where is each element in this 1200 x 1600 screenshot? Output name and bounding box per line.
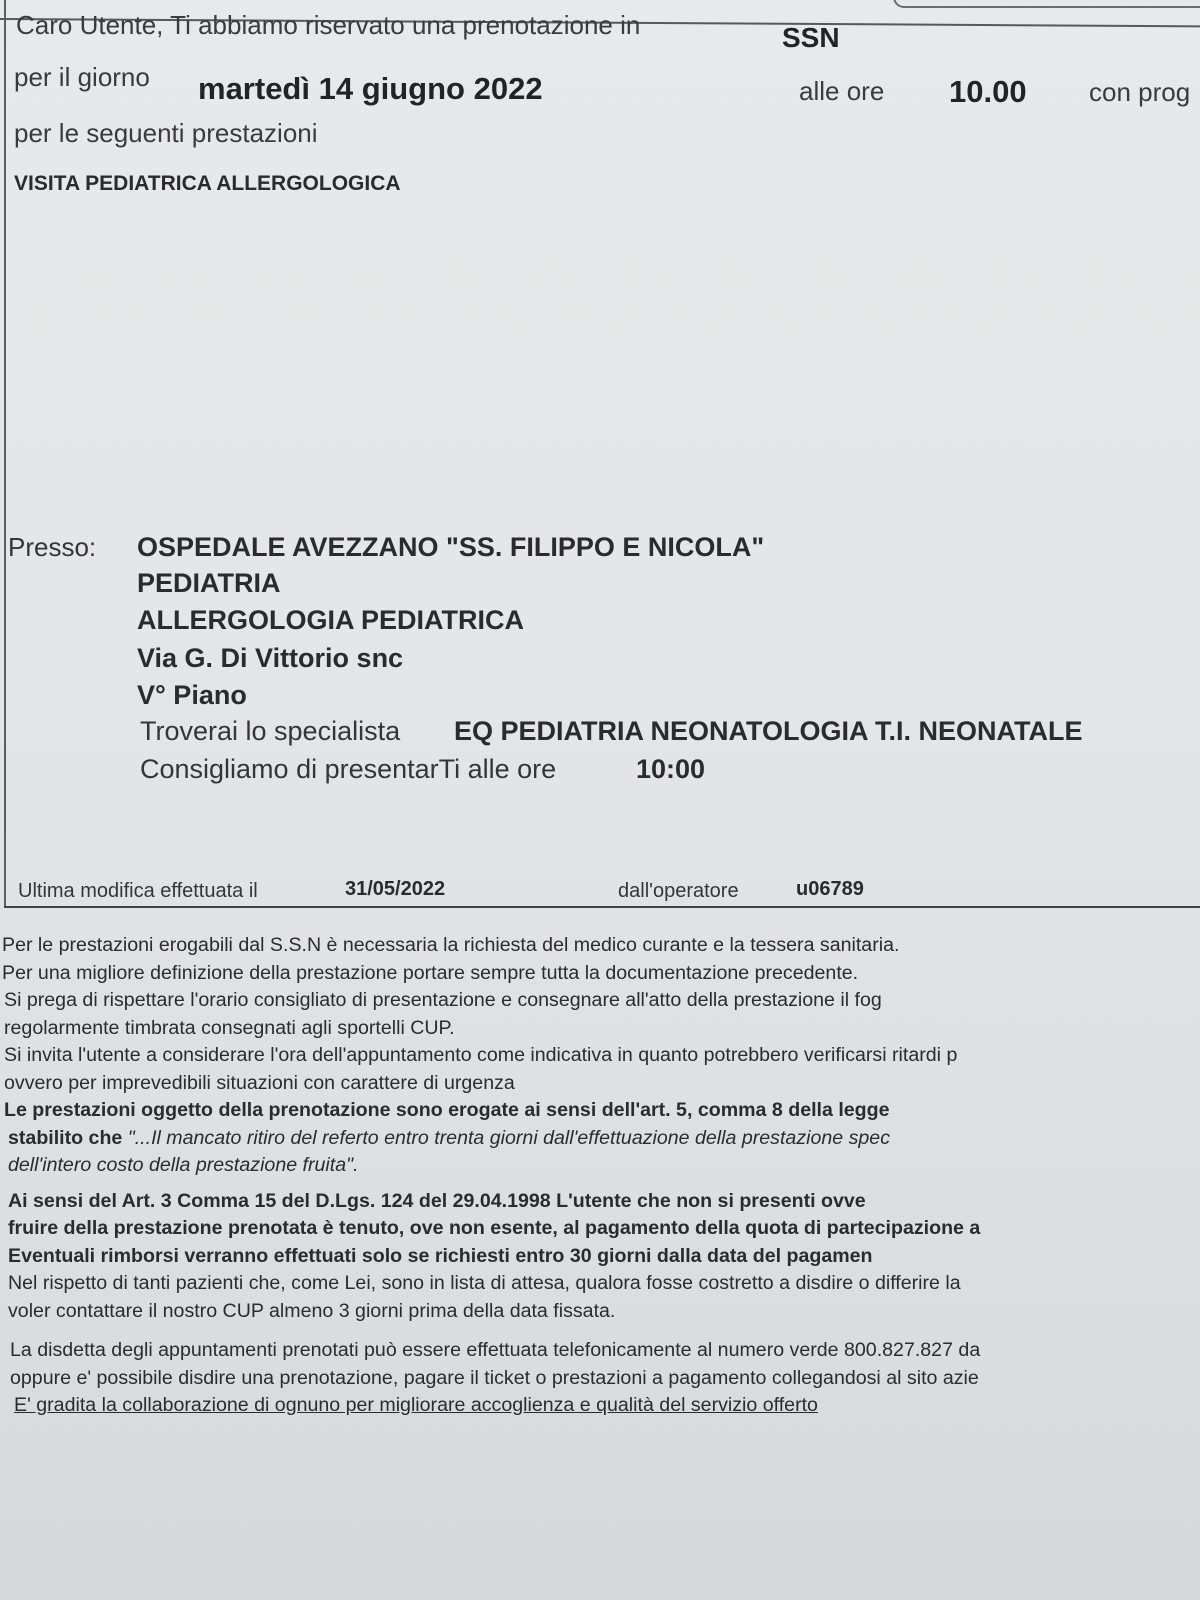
note-italic-part: "...Il mancato ritiro del referto entro trenta giorni dall'effettuazione della prestazione spec (127, 1126, 890, 1149)
note-line: Si prega di rispettare l'orario consigliato di presentazione e consegnare all'atto della prestazione il fog (4, 989, 882, 1011)
appointment-date: martedì 14 giugno 2022 (198, 71, 543, 106)
note-line: dell'intero costo della prestazione fruita". (8, 1154, 359, 1176)
arrival-time: 10:00 (636, 754, 706, 784)
progressive-label: con prog (1089, 77, 1191, 107)
regime-value: SSN (782, 22, 840, 53)
specialist-name: EQ PEDIATRIA NEONATOLOGIA T.I. NEONATALE (454, 716, 1083, 746)
specialist-label: Troverai lo specialista (140, 716, 401, 746)
hospital-name: OSPEDALE AVEZZANO "SS. FILIPPO E NICOLA" (137, 532, 765, 562)
note-line: Per le prestazioni erogabili dal S.S.N è necessaria la richiesta del medico curante e la tessera sanitaria. (2, 934, 900, 956)
note-line: Eventuali rimborsi verranno effettuati solo se richiesti entro 30 giorni dalla data del pagamen (8, 1244, 873, 1267)
note-line: fruire della prestazione prenotata è tenuto, ove non esente, al pagamento della quota di partecipazione a (8, 1217, 981, 1239)
corner-stamp-outline (893, 0, 1200, 8)
note-line: voler contattare il nostro CUP almeno 3 giorni prima della data fissata. (8, 1299, 616, 1322)
day-label: per il giorno (14, 62, 150, 92)
greeting-text: Caro Utente, Ti abbiamo riservato una prenotazione in (16, 10, 641, 40)
note-bold-part: stabilito che (8, 1126, 123, 1149)
note-line: oppure e' possibile disdire una prenotazione, pagare il ticket o prestazioni a pagamento collegandosi al sito azie (10, 1366, 979, 1389)
services-label: per le seguenti prestazioni (14, 118, 318, 148)
time-label: alle ore (799, 76, 885, 106)
modified-date: 31/05/2022 (345, 878, 446, 900)
operator-label: dall'operatore (618, 880, 739, 902)
appointment-time: 10.00 (949, 74, 1027, 109)
note-line: La disdetta degli appuntamenti prenotati può essere effettuata telefonicamente al numero verde 800.827.827 da (10, 1339, 981, 1361)
note-line: Ai sensi del Art. 3 Comma 15 del D.Lgs. 124 del 29.04.1998 L'utente che non si presenti ovve (8, 1189, 866, 1212)
note-line: E' gradita la collaborazione di ognuno per migliorare accoglienza e qualità del servizio offerto (14, 1394, 818, 1416)
notes-section (2, 932, 1200, 1420)
note-line: Per una migliore definizione della prestazione portare sempre tutta la documentazione precedente. (2, 961, 859, 984)
box-bottom-border (4, 906, 1200, 908)
floor-text: V° Piano (137, 680, 247, 710)
arrival-label: Consigliamo di presentarTi alle ore (140, 754, 557, 784)
operator-id: u06789 (796, 878, 864, 900)
note-line: Si invita l'utente a considerare l'ora dell'appuntamento come indicativa in quanto potrebbero verificarsi ritardi p (4, 1044, 958, 1066)
note-line: regolarmente timbrata consegnati agli sportelli CUP. (4, 1016, 455, 1039)
unit-name: ALLERGOLOGIA PEDIATRICA (137, 605, 524, 635)
modified-label: Ultima modifica effettuata il (18, 880, 258, 902)
note-line-mixed (8, 1125, 1200, 1153)
location-label: Presso: (8, 532, 97, 562)
address-text: Via G. Di Vittorio snc (137, 643, 404, 673)
note-line: Nel rispetto di tanti pazienti che, come Lei, sono in lista di attesa, qualora fosse costretto a disdire o differire la (8, 1272, 961, 1294)
box-left-border (4, 0, 6, 908)
service-name: VISITA PEDIATRICA ALLERGOLOGICA (14, 172, 401, 195)
note-line: ovvero per imprevedibili situazioni con carattere di urgenza (4, 1071, 515, 1094)
note-line: Le prestazioni oggetto della prenotazione sono erogate ai sensi dell'art. 5, comma 8 della legge (4, 1099, 890, 1121)
department-name: PEDIATRIA (137, 568, 281, 598)
